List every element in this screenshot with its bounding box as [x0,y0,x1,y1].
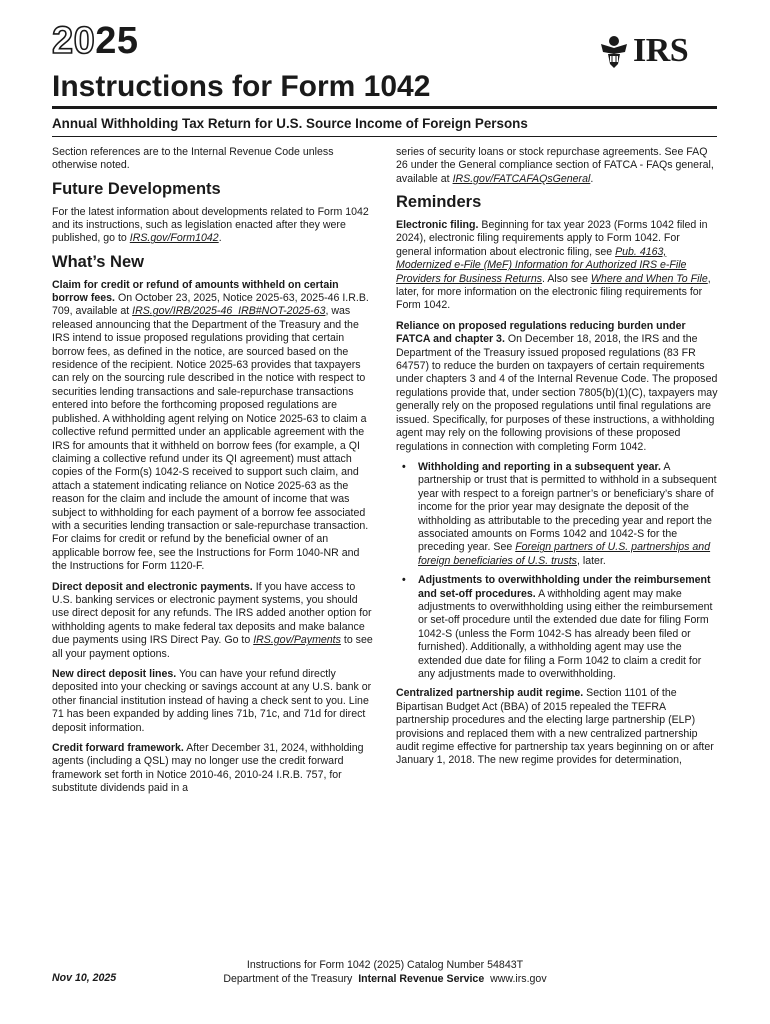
catalog-line: Instructions for Form 1042 (2025) Catalog Number 54843T [246,959,524,971]
future-text: For the latest information about developments related to Form 1042 and its instructions, such as legislation enacted after they were published, go to [52,205,369,245]
right-column [396,146,718,775]
claim-text-2: , was released announcing that the Department of the Treasury and the IRS intend to issue proposed regulations providing that certain borrow fees, as defined in the notice, are sourced based on the residence of the recipient. Notice 2025-63 provides that taxpayers can rely on the sourcing rule described in the notice with respect to securities lending transactions and sale-repurchase transactions entered into before the forthcoming proposed regulations are published. A withholding agent relying on Notice 2025-63 to claim a collective refund permitted under an applicable agreement with the IRS for amounts that it withheld on borrow fees (for example, a QI claiming a collective refund under its QI agreement) must attach copies of the Form(s) 1042-S received to support such claim, and attach a statement indicating reliance on Notice 2025-63 as the reason for the claim and include the amount of income that was subject to withholding for each payment of a borrow fee associated with a securities lending transaction or sale-repurchase transaction. For claims for credit or refund by the beneficial owner of an applicable borrow fee, see the Instructions for Form 1040-NR and the Instructions for Form 1120-F. [52,305,369,573]
bullet2-lead: Adjustments to overwithholding under the reimbursement and set-off procedures. [418,574,711,600]
left-column [52,146,374,803]
year-outline: 20 [52,20,96,62]
irb-link[interactable]: IRS.gov/IRB/2025-46_IRB#NOT-2025-63 [132,305,326,318]
cont-text: series of security loans or stock repurchase agreements. See FAQ 26 under the General compliance section of FATCA - FAQs general, available at [396,146,714,185]
payments-link[interactable]: IRS.gov/Payments [253,634,341,647]
bullet1-lead: Withholding and reporting in a subsequent year. [418,460,661,473]
new-direct-text: You can have your refund directly deposited into your checking or savings account at any U.S. bank or other financial institution instead of having a check sent to you. Line 71 has been expanded by adding lines 71b, 71c, and 71d for direct deposit information. [52,668,372,734]
new-direct-deposit-paragraph [52,668,374,735]
future-developments-paragraph: For the latest information about developments related to Form 1042 and its instructions, such as legislation enacted after they were published, go to IRS.gov/Form1042. [52,205,369,245]
efile-paragraph [396,219,718,313]
bullet-icon: • [402,460,406,473]
bullet-icon: • [402,574,406,587]
reliance-paragraph [396,320,718,454]
eagle-icon [599,34,629,68]
deposit-paragraph [52,581,374,661]
irs-logo-text: IRS [633,32,689,69]
whats-new-heading: What’s New [52,252,144,271]
central-text: Section 1101 of the Bipartisan Budget Act (BBA) of 2015 repealed the TEFRA partnership procedures and the electing large partnership (ELP) provisions and replaced them with a new centralized partnership audit regime effective for partnership tax years beginning on or after January 1, 2018. The new regime provides for determination, [396,687,714,767]
bullet1-text: A partnership or trust that is permitted to withhold in a subsequent year with respect to a foreign partner’s or beneficiary’s share of income for the prior year may designate the deposit of the withholding as attributable to the preceding year and report the associated amounts on Forms 1042 and 1042-S for the preceding year. See [418,460,717,554]
title-rule [52,106,717,109]
page-title: Instructions for Form 1042 [52,70,431,103]
claim-lead: Claim for credit or refund of amounts withheld on certain borrow fees. [52,278,339,305]
reliance-lead: Reliance on proposed regulations reducing burden under FATCA and chapter 3. [396,319,686,346]
irs-name: Internal Revenue Service [358,973,485,985]
efile-lead: Electronic filing. [396,219,479,232]
department-line [180,972,590,986]
bullet-withholding [396,461,718,568]
claim-paragraph [52,279,374,574]
deposit-lead: Direct deposit and electronic payments. [52,580,253,593]
irs-logo [599,34,688,68]
irs-url: www.irs.gov [490,973,547,985]
intro-paragraph: Section references are to the Internal Revenue Code unless otherwise noted. [52,146,334,172]
efile-text-2: . Also see [542,272,588,285]
efile-text-3: , later, for more information on the electronic filing requirements for Form 1042. [396,272,711,312]
claim-text: On October 23, 2025, Notice 2025-63, 2025-46 I.R.B. 709, available at [52,292,369,318]
efile-text: Beginning for tax year 2023 (Forms 1042 filed in 2024), electronic filing requirements apply to Form 1042. For general information about electronic filing, see [396,219,708,258]
page-subtitle: Annual Withholding Tax Return for U.S. Source Income of Foreign Persons [52,116,528,131]
centralized-audit-paragraph [396,687,718,767]
bullet-adjustments [396,574,718,681]
subtitle-rule [52,136,717,137]
deposit-text: If you have access to U.S. banking services or electronic payment systems, you should use direct deposit for any refunds. The IRS added another option for withholding agents to make federal tax deposits and make balance due payments using IRS Direct Pay. Go to [52,580,372,647]
form1042-link[interactable]: IRS.gov/Form1042 [129,232,219,245]
credit-lead: Credit forward framework. [52,742,184,755]
central-lead: Centralized partnership audit regime. [396,687,584,700]
fatca-faq-link[interactable]: IRS.gov/FATCAFAQsGeneral [452,172,591,185]
tax-year [52,22,139,60]
credit-text: After December 31, 2024, withholding agents (including a QSL) may no longer use the credit forward framework set forth in Notice 2010-46, 2010-24 I.R.B. 757, for substitute dividends paid in a [52,742,364,795]
new-direct-lead: New direct deposit lines. [52,668,177,680]
future-developments-heading: Future Developments [52,179,221,198]
bullet1-text-2: , later. [576,554,606,567]
foreign-partners-link[interactable]: Foreign partners of U.S. partnerships and foreign beneficiaries of U.S. trusts [418,541,711,567]
reliance-text: On December 18, 2018, the IRS and the Department of the Treasury issued proposed regulations (83 FR 64757) to reduce the burden on taxpayers of certain requirements under chapters 3 and 4 of the Internal Revenue Code. The proposed regulations provide that, under section 7805(b)(1)(C), taxpayers may generally rely on the proposed regulations until final regulations are issued. Specifically, for purposes of these instructions, a withholding agent may rely on the following provisions of these proposed regulations in connection with completing Form 1042. [396,333,718,453]
dept-text: Department of the Treasury [223,973,353,985]
pub4163-link[interactable]: Pub. 4163, Modernized e-File (MeF) Information for Authorized IRS e-File Providers for Business Returns [396,245,687,285]
deposit-text-2: to see all your payment options. [52,634,373,660]
credit-forward-paragraph [52,742,374,796]
revision-date: Nov 10, 2025 [52,972,117,984]
reminders-heading: Reminders [396,193,482,212]
continued-paragraph: series of security loans or stock repurchase agreements. See FAQ 26 under the General compliance section of FATCA - FAQs general, available at IRS.gov/FATCAFAQsGeneral. [396,146,714,185]
bullet2-text: A withholding agent may make adjustments to overwithholding using either the reimbursement or set-off procedure until the extended due date for filing Form 1042-S (unless the Form 1042-S has already been filed or furnished). Additionally, a withholding agent may use the extended due date for filing a Form 1042 to claim a credit for any adjustments made to overwithholding. [418,587,713,681]
year-solid: 25 [95,20,139,62]
footer [180,958,590,986]
where-when-link[interactable]: Where and When To File [590,272,708,285]
